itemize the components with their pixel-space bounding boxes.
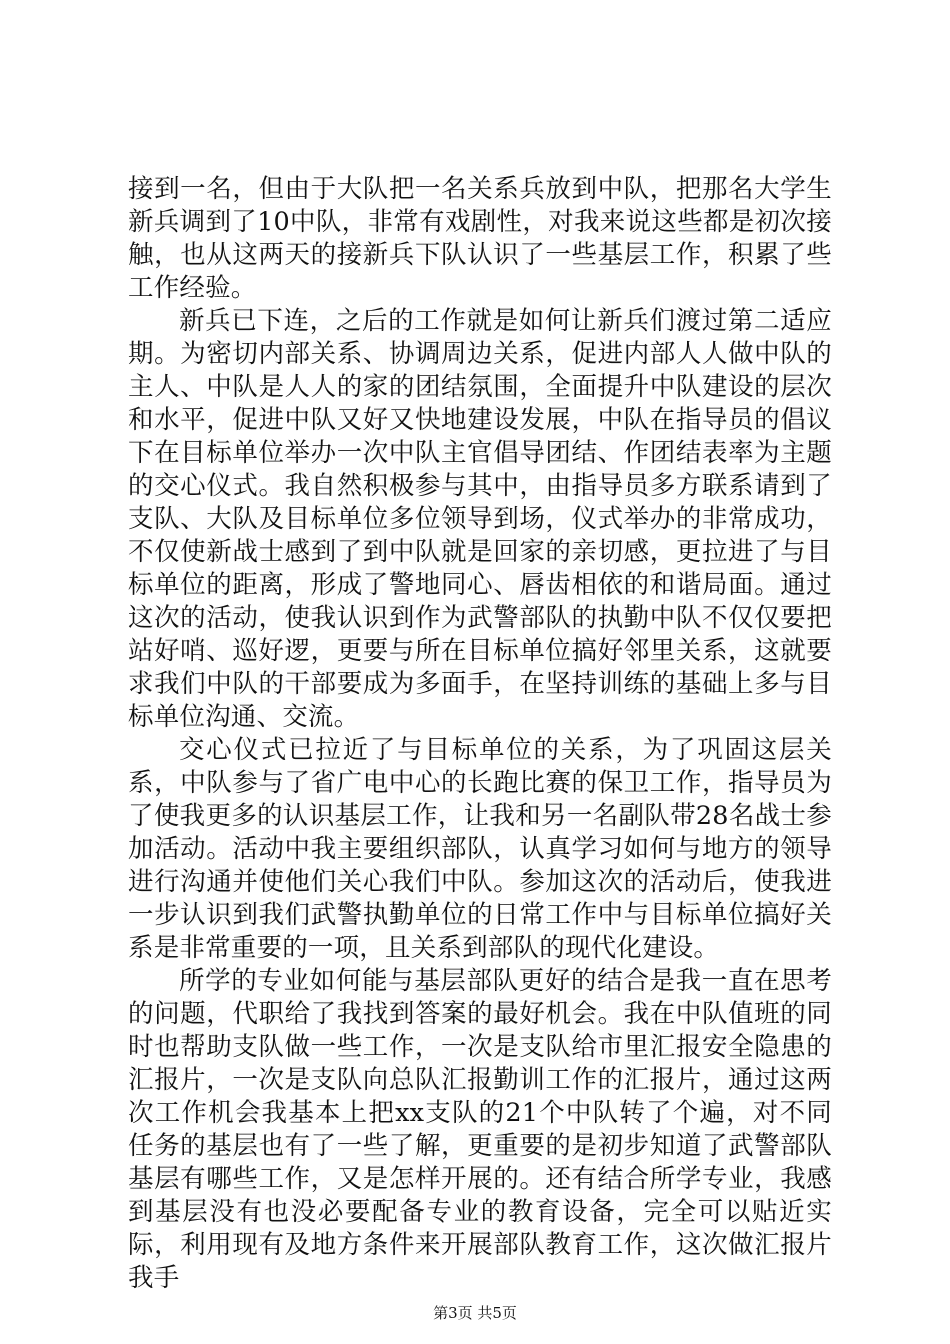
paragraph-2: 新兵已下连，之后的工作就是如何让新兵们渡过第二适应期。为密切内部关系、协调周边关系，促进内部人人做中队的主人、中队是人人的家的团结氛围，全面提升中队建设的层次和水平，促进中队又好又快地建设发展，中队在指导员的倡议下在目标单位举办一次中队主官倡导团结、作团结表率为主题的交心仪式。我自然积极参与其中，由指导员多方联系请到了支队、大队及目标单位多位领导到场，仪式举办的非常成功，不仅使新战士感到了到中队就是回家的亲切感，更拉进了与目标单位的距离，形成了警地同心、唇齿相依的和谐局面。通过这次的活动，使我认识到作为武警部队的执勤中队不仅仅要把站好哨、巡好逻，更要与所在目标单位搞好邻里关系，这就要求我们中队的干部要成为多面手，在坚持训练的基础上多与目标单位沟通、交流。 <box>128 306 832 732</box>
page-number-footer: 第3页 共5页 <box>433 1304 517 1322</box>
paragraph-3: 交心仪式已拉近了与目标单位的关系，为了巩固这层关系，中队参与了省广电中心的长跑比赛的保卫工作，指导员为了使我更多的认识基层工作，让我和另一名副队带28名战士参加活动。活动中我主要组织部队，认真学习如何与地方的领导进行沟通并使他们关心我们中队。参加这次的活动后，使我进一步认识到我们武警执勤单位的日常工作中与目标单位搞好关系是非常重要的一项，且关系到部队的现代化建设。 <box>128 735 832 963</box>
document-body <box>128 173 832 1295</box>
paragraph-1: 接到一名，但由于大队把一名关系兵放到中队，把那名大学生新兵调到了10中队，非常有戏剧性，对我来说这些都是初次接触，也从这两天的接新兵下队认识了一些基层工作，积累了些工作经验。 <box>128 174 832 303</box>
paragraph-4: 所学的专业如何能与基层部队更好的结合是我一直在思考的问题，代职给了我找到答案的最好机会。我在中队值班的同时也帮助支队做一些工作，一次是支队给市里汇报安全隐患的汇报片，一次是支队向总队汇报勤训工作的汇报片，通过这两次工作机会我基本上把xx支队的21个中队转了个遍，对不同任务的基层也有了一些了解，更重要的是初步知道了武警部队基层有哪些工作，又是怎样开展的。还有结合所学专业，我感到基层没有也没必要配备专业的教育设备，完全可以贴近实际，利用现有及地方条件来开展部队教育工作，这次做汇报片我手 <box>128 966 832 1293</box>
